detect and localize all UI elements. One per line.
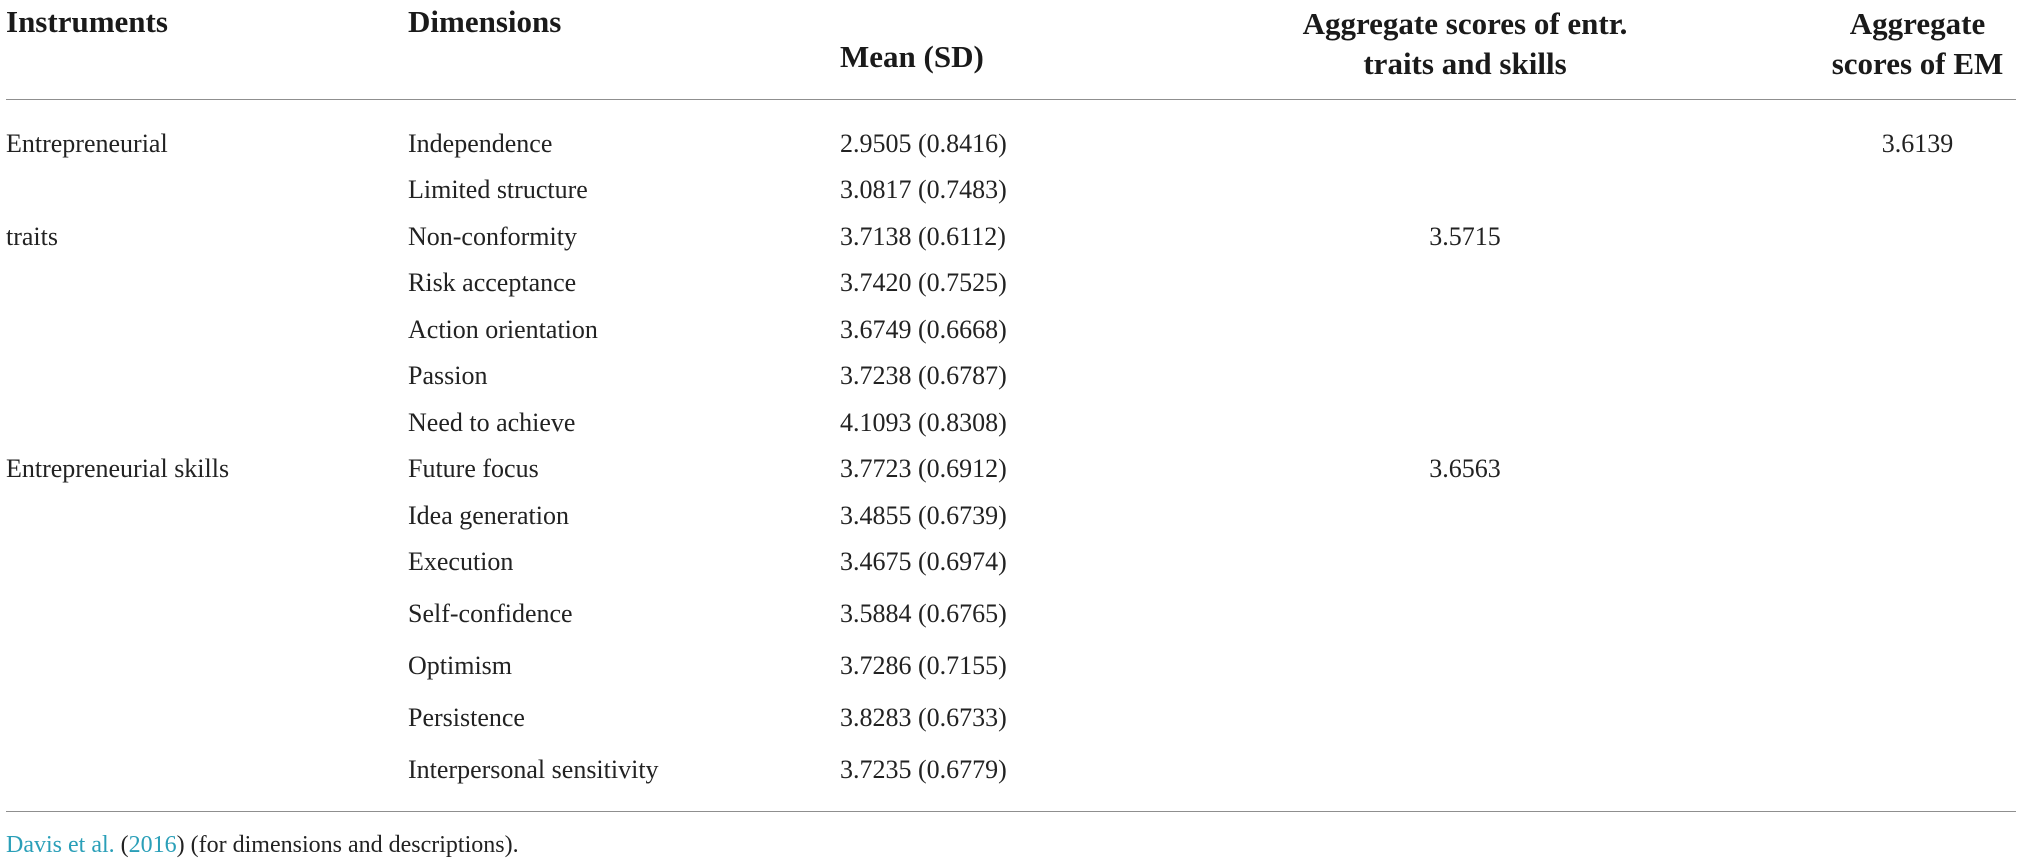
mean-sd-cell: 3.4855 (0.6739) bbox=[840, 501, 1007, 530]
aggregate-em-value: 3.6139 bbox=[1881, 129, 1954, 158]
header-dimensions: Dimensions bbox=[408, 4, 562, 39]
dimension-cell: Interpersonal sensitivity bbox=[408, 755, 659, 784]
footnote-author-link[interactable]: Davis et al. bbox=[6, 832, 115, 858]
dimension-cell: Execution bbox=[408, 547, 514, 576]
mean-sd-cell: 3.5884 (0.6765) bbox=[840, 599, 1007, 628]
instrument-traits: traits bbox=[6, 222, 58, 251]
header-mean-sd: Mean (SD) bbox=[840, 39, 984, 74]
table-bottom-rule bbox=[6, 811, 2016, 812]
dimension-cell: Passion bbox=[408, 361, 488, 390]
mean-sd-cell: 3.7235 (0.6779) bbox=[840, 755, 1007, 784]
aggregate-skills-value: 3.6563 bbox=[1429, 454, 1501, 483]
mean-sd-cell: 3.8283 (0.6733) bbox=[840, 703, 1007, 732]
footnote-year-link[interactable]: 2016 bbox=[128, 832, 177, 858]
table-footnote bbox=[6, 828, 519, 862]
instrument-skills: Entrepreneurial skills bbox=[6, 454, 230, 483]
header-aggregate-traits-line1: Aggregate scores of entr. bbox=[1302, 6, 1628, 41]
header-aggregate-em-line2: scores of EM bbox=[1831, 46, 2004, 81]
dimension-cell: Persistence bbox=[408, 703, 525, 732]
mean-sd-cell: 3.6749 (0.6668) bbox=[840, 315, 1007, 344]
header-aggregate-em bbox=[1820, 4, 2015, 84]
dimension-cell: Self-confidence bbox=[408, 599, 573, 628]
mean-sd-cell: 2.9505 (0.8416) bbox=[840, 129, 1007, 158]
mean-sd-cell: 3.7286 (0.7155) bbox=[840, 651, 1007, 680]
mean-sd-cell: 3.7723 (0.6912) bbox=[840, 454, 1007, 483]
footnote-open-paren: ( bbox=[114, 832, 129, 858]
footnote-rest: ) (for dimensions and descriptions). bbox=[176, 832, 519, 858]
mean-sd-cell: 3.7238 (0.6787) bbox=[840, 361, 1007, 390]
header-instruments: Instruments bbox=[6, 4, 168, 39]
mean-sd-cell: 3.7138 (0.6112) bbox=[840, 222, 1006, 251]
dimension-cell: Non-conformity bbox=[408, 222, 577, 251]
dimension-cell: Idea generation bbox=[408, 501, 569, 530]
mean-sd-cell: 4.1093 (0.8308) bbox=[840, 408, 1007, 437]
dimension-cell: Risk acceptance bbox=[408, 268, 577, 297]
dimension-cell: Action orientation bbox=[408, 315, 598, 344]
dimension-cell: Need to achieve bbox=[408, 408, 576, 437]
aggregate-traits-value: 3.5715 bbox=[1429, 222, 1501, 251]
instrument-entrepreneurial: Entrepreneurial bbox=[6, 129, 168, 158]
dimension-cell: Independence bbox=[408, 129, 553, 158]
dimension-cell: Future focus bbox=[408, 454, 539, 483]
mean-sd-cell: 3.0817 (0.7483) bbox=[840, 175, 1007, 204]
mean-sd-cell: 3.4675 (0.6974) bbox=[840, 547, 1007, 576]
header-aggregate-traits-line2: traits and skills bbox=[1363, 46, 1567, 81]
dimension-cell: Limited structure bbox=[408, 175, 588, 204]
header-aggregate-em-line1: Aggregate bbox=[1849, 6, 1986, 41]
header-rule bbox=[6, 99, 2016, 100]
dimension-cell: Optimism bbox=[408, 651, 513, 680]
header-aggregate-traits bbox=[1230, 4, 1700, 84]
mean-sd-cell: 3.7420 (0.7525) bbox=[840, 268, 1007, 297]
